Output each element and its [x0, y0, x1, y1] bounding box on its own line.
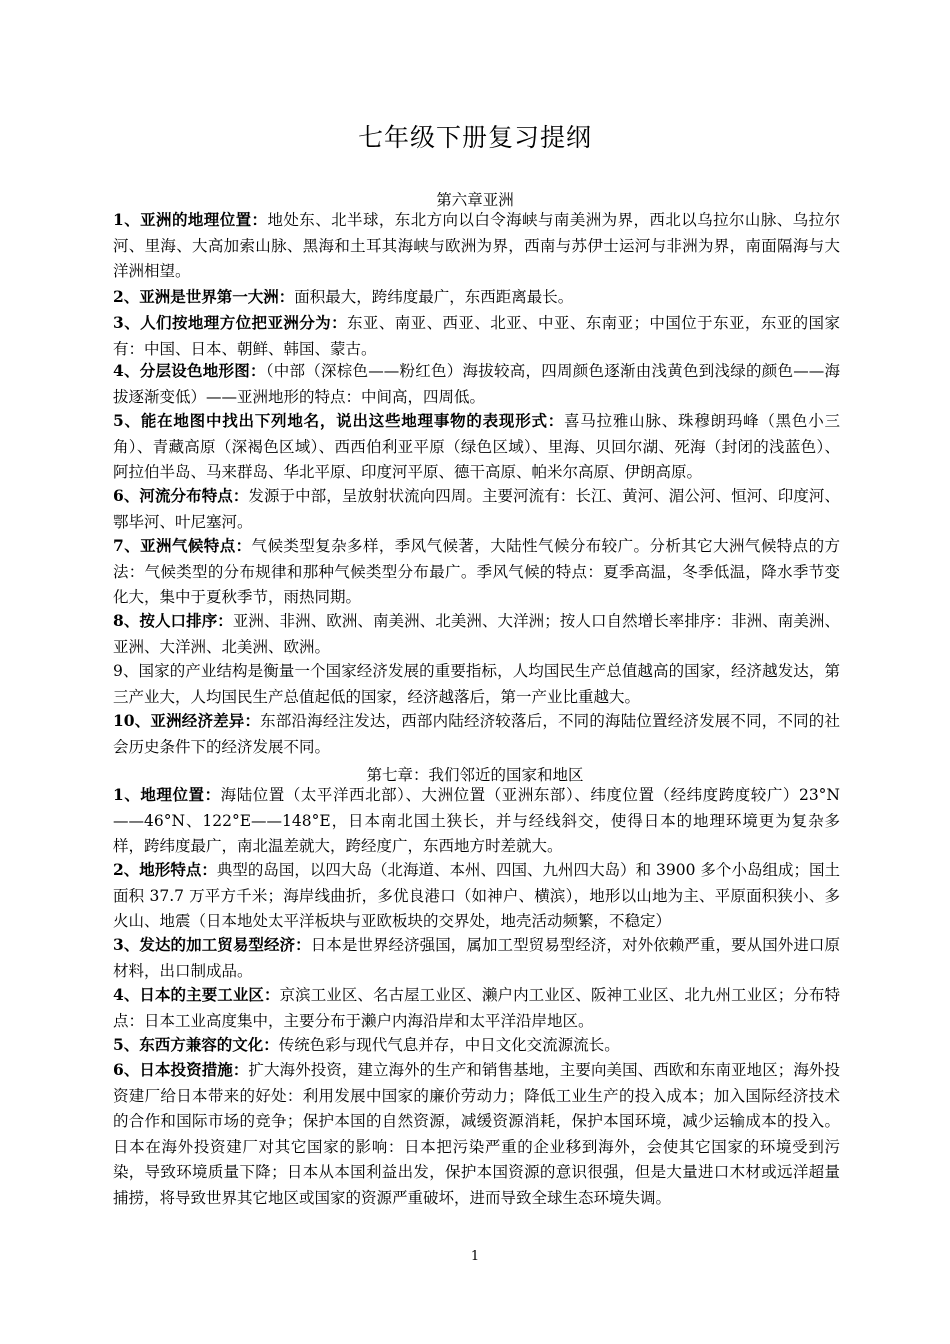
ch7-item-2-text: 典型的岛国，以四大岛（北海道、本州、四国、九州四大岛）和 3900 多个小岛组成；国土面积 37.7 万平方千米；海岸线曲折，多优良港口（如神户、横滨），地形以山地为主、平原面积狭小、多火山、地震（日本地处太平洋板块与亚欧板块的交界处，地壳活动频繁，不稳定）	[113, 861, 840, 930]
ch7-item-2-label: 2、地形特点：	[113, 860, 217, 879]
ch6-item-5-text: 喜马拉雅山脉、珠穆朗玛峰（黑色小三角）、青藏高原（深褐色区域）、西西伯利亚平原（绿色区域）、里海、贝回尔湖、死海（封闭的浅蓝色）、阿拉伯半岛、马来群岛、华北平原、印度河平原、德干高原、帕米尔高原、伊朗高原。	[113, 412, 840, 481]
ch6-item-1-label: 1、亚洲的地理位置：	[113, 210, 268, 229]
ch6-item-3-label: 3、人们按地理方位把亚洲分为：	[113, 313, 348, 332]
ch6-item-6	[113, 483, 840, 535]
ch6-item-9-text: 9、国家的产业结构是衡量一个国家经济发展的重要指标，人均国民生产总值越高的国家，经济越发达，第三产业大，人均国民生产总值起低的国家，经济越落后，第一产业比重越大。	[113, 662, 840, 706]
ch6-item-5	[113, 408, 840, 486]
ch6-item-2-label: 2、亚洲是世界第一大洲：	[113, 287, 295, 306]
ch6-item-6-label: 6、河流分布特点：	[113, 486, 249, 505]
ch6-item-5-label: 5、能在地图中找出下列地名，说出这些地理事物的表现形式：	[113, 411, 565, 430]
ch7-item-1-text: 海陆位置（太平洋西北部）、大洲位置（亚洲东部）、纬度位置（经纬度跨度较广）23°N——46°N、122°E——148°E，日本南北国土狭长，并与经线斜交，使得日本的地理环境更为复杂多样，跨纬度最广，南北温差就大，跨经度广，东西地方时差就大。	[113, 786, 840, 855]
ch7-item-1	[113, 782, 840, 860]
ch7-item-1-label: 1、地理位置：	[113, 785, 221, 804]
ch7-item-6-label: 6、日本投资措施：	[113, 1060, 249, 1079]
ch6-item-4-text: （中部（深棕色——粉红色）海拔较高，四周颜色逐渐由浅黄色到浅绿的颜色——海拔逐渐变低）——亚洲地形的特点：中间高，四周低。	[113, 362, 840, 406]
ch6-item-9	[113, 658, 840, 710]
ch7-item-2	[113, 857, 840, 935]
chapter-6-heading: 第六章亚洲	[436, 191, 514, 209]
ch7-item-4	[113, 982, 840, 1034]
ch6-item-4-label: 4、分层设色地形图：	[113, 361, 266, 380]
ch6-item-3-text: 东亚、南亚、西亚、北亚、中亚、东南亚；中国位于东亚，东亚的国家有：中国、日本、朝鲜、韩国、蒙古。	[113, 314, 840, 358]
ch6-item-2	[113, 284, 840, 311]
ch6-item-7	[113, 533, 840, 611]
ch6-item-3	[113, 310, 840, 362]
chapter-7-heading: 第七章：我们邻近的国家和地区	[366, 766, 584, 784]
ch6-item-2-text: 面积最大，跨纬度最广，东西距离最长。	[294, 288, 574, 306]
page-title: 七年级下册复习提纲	[357, 123, 592, 152]
ch6-item-1	[113, 207, 840, 285]
ch7-item-3	[113, 932, 840, 984]
ch7-item-4-label: 4、日本的主要工业区：	[113, 985, 280, 1004]
ch6-item-8-label: 8、按人口排序：	[113, 611, 233, 630]
ch7-item-4-text: 京滨工业区、名古屋工业区、濑户内工业区、阪神工业区、北九州工业区；分布特点：日本工业高度集中，主要分布于濑户内海沿岸和太平洋沿岸地区。	[113, 986, 840, 1030]
ch6-item-8-text: 亚洲、非洲、欧洲、南美洲、北美洲、大洋洲；按人口自然增长率排序：非洲、南美洲、亚洲、大洋洲、北美洲、欧洲。	[113, 612, 840, 656]
page-number: 1	[470, 1249, 480, 1264]
ch6-item-6-text: 发源于中部，呈放射状流向四周。主要河流有：长江、黄河、湄公河、恒河、印度河、鄂毕河、叶尼塞河。	[113, 487, 840, 531]
ch6-item-10	[113, 708, 840, 760]
ch6-item-10-text: 东部沿海经注发达，西部内陆经济较落后，不同的海陆位置经济发展不同，不同的社会历史条件下的经济发展不同。	[113, 712, 840, 756]
ch7-item-5-text: 传统色彩与现代气息并存，中日文化交流源流长。	[278, 1036, 620, 1054]
ch6-item-8	[113, 608, 840, 660]
ch6-item-10-label: 10、亚洲经济差异：	[113, 711, 261, 730]
ch7-item-5	[113, 1032, 840, 1059]
ch6-item-7-text: 气候类型复杂多样，季风气候著，大陆性气候分布较广。分析其它大洲气候特点的方法：气候类型的分布规律和那种气候类型分布最广。季风气候的特点：夏季高温，冬季低温，降水季节变化大，集中于夏秋季节，雨热同期。	[113, 537, 840, 606]
ch6-item-4	[113, 358, 840, 410]
ch7-item-3-label: 3、发达的加工贸易型经济：	[113, 935, 311, 954]
ch7-item-3-text: 日本是世界经济强国，属加工型贸易型经济，对外依赖严重，要从国外进口原材料，出口制成品。	[113, 936, 840, 980]
ch7-item-6-text: 扩大海外投资，建立海外的生产和销售基地，主要向美国、西欧和东南亚地区；海外投资建厂给日本带来的好处：利用发展中国家的廉价劳动力；降低工业生产的投入成本；加入国际经济技术的合作和国际市场的竞争；保护本国的自然资源，减缓资源消耗，保护本国环境，减少运输成本的投入。 日本在海外投资建厂对其它国家的影响：日本把污染严重的企业移到海外，会使其它国家的环境受到污染，导致环境质量下降；日本从本国利益出发，保护本国资源的意识很强，但是大量进口木材或远洋超量捕捞，将导致世界其它地区或国家的资源严重破坏，进而导致全球生态环境失调。	[113, 1061, 840, 1207]
ch6-item-7-label: 7、亚洲气候特点：	[113, 536, 252, 555]
ch7-item-6	[113, 1057, 840, 1211]
ch7-item-5-label: 5、东西方兼容的文化：	[113, 1035, 279, 1054]
ch6-item-1-text: 地处东、北半球，东北方向以白令海峡与南美洲为界，西北以乌拉尔山脉、乌拉尔河、里海、大高加索山脉、黑海和土耳其海峡与欧洲为界，西南与苏伊士运河与非洲为界，南面隔海与大洋洲相望。	[113, 211, 840, 280]
